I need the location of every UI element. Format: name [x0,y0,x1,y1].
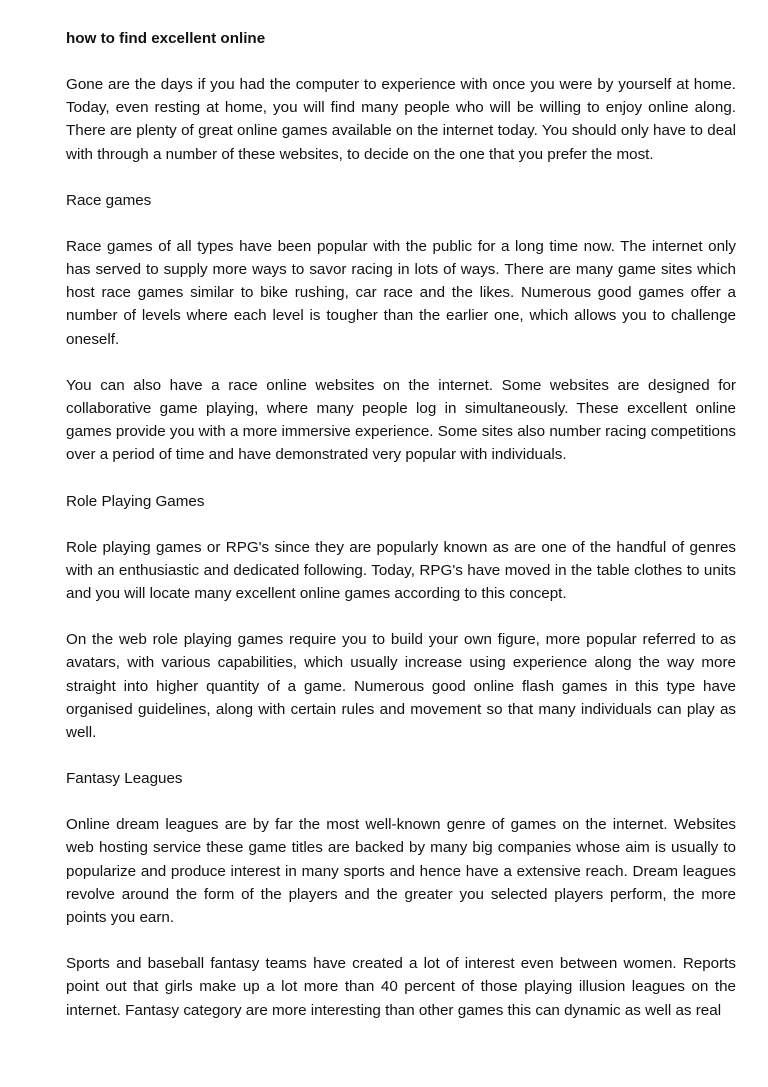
paragraph-race-games-1: Race games of all types have been popular with the public for a long time now. The internet only has served to supply more ways to savor racing in lots of ways. There are many game sites which host race games similar to bike rushing, car race and the likes. Numerous good games offer a number of levels where each level is tougher than the earlier one, which allows you to challenge oneself. [66,237,736,348]
paragraph-rpg-1: Role playing games or RPG's since they are popularly known as are one of the handful of genres with an enthusiastic and dedicated following. Today, RPG's have moved in the table clothes to units and you will locate many excellent online games according to this concept. [66,538,736,603]
paragraph-race-games-2: You can also have a race online websites on the internet. Some websites are designed for collaborative game playing, where many people log in simultaneously. These excellent online games provide you with a more immersive experience. Some sites also number racing competitions over a period of time and have demonstrated very popular with individuals. [66,376,736,464]
paragraph-fantasy-1: Online dream leagues are by far the most well-known genre of games on the internet. Websites web hosting service these game titles are backed by many big companies whose aim is usually to popularize and produce interest in many sports and hence have a extensive reach. Dream leagues revolve around the form of the players and the greater you selected players perform, the more points you earn. [66,816,736,927]
paragraph-intro: Gone are the days if you had the computer to experience with once you were by yourself at home. Today, even resting at home, you will find many people who will be willing to enjoy online along. There are plenty of great online games available on the internet today. You should only have to deal with through a number of these websites, to decide on the one that you prefer the most. [66,76,736,163]
document-title: how to find excellent online [66,30,266,47]
section-heading-race-games: Race games [66,191,152,209]
document-page [66,27,736,1045]
section-heading-fantasy-leagues: Fantasy Leagues [66,770,183,788]
paragraph-fantasy-2: Sports and baseball fantasy teams have created a lot of interest even between women. Reports point out that girls make up a lot more than 40 percent of those playing illusion leagues on the internet. Fantasy category are more interesting than other games this can dynamic as well as real [66,955,736,1019]
section-heading-role-playing-games: Role Playing Games [66,492,205,510]
paragraph-rpg-2: On the web role playing games require you to build your own figure, more popular referred to as avatars, with various capabilities, which usually increase using experience along the way more straight into higher quantity of a game. Numerous good online flash games in this type have organised guidelines, along with certain rules and movement so that many individuals can play as well. [66,631,736,742]
